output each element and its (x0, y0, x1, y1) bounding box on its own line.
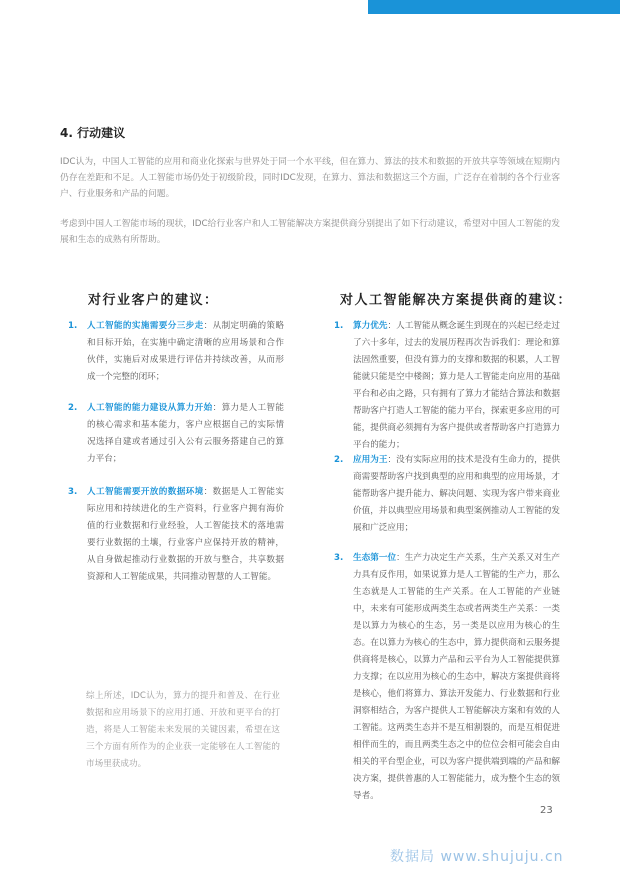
right-item-3-number: 3. (334, 553, 344, 563)
left-item-1-number: 1. (68, 321, 78, 331)
left-item-3-highlight: 人工智能需要开放的数据环境 (87, 487, 204, 497)
right-item-1-text: ：人工智能从概念诞生到现在的兴起已经走过了六十多年，过去的发展历程再次告诉我们：理论和算法固然重要，但没有算力的支撑和数据的积累，人工智能就只能是空中楼阁；算力是人工智能走向应用的基础平台和必由之路，只有拥有了算力才能结合算法和数据帮助客户打造人工智能的能力平台，探索更多应用的可能，提供商必须拥有为客户提供或者帮助客户打造算力平台的能力； (353, 321, 560, 450)
right-item-3-text: ：生产力决定生产关系，生产关系又对生产力具有反作用，如果说算力是人工智能的生产力，那么生态就是人工智能的生产关系。在人工智能的产业链中，未来有可能形成两类生态或者两类生产关系：一类是以算力为核心的生态，另一类是以应用为核心的生态。在以算力为核心的生态中，算力提供商和云服务提供商将是核心，以算力产品和云平台为人工智能提供算力支撑；在以应用为核心的生态中，解决方案提供商将是核心，他们将算力、算法开发能力、行业数据和行业洞察相结合，为客户提供人工智能解决方案和有效的人工智能。这两类生态并不是互相割裂的，而是互相促进相伴而生的，而且两类生态之中的位位会相可能会自由相关的平台型企业，可以为客户提供端到端的产品和解决方案，提供普惠的人工智能能力，成为整个生态的领导者。 (353, 553, 560, 801)
intro-paragraph-1: IDC认为，中国人工智能的应用和商业化探索与世界处于同一个水平线，但在算力、算法的技术和数据的开放共享等领域在短期内仍存在差距和不足。人工智能市场仍处于初级阶段，同时IDC发现，在算力、算法和数据这三个方面，广泛存在着制约各个行业客户、行业服务和产品的问题。 (60, 157, 560, 199)
left-item-2-number: 2. (68, 403, 78, 413)
watermark: 数据局 www.shujuju.cn (390, 849, 564, 865)
left-item-2-highlight: 人工智能的能力建设从算力开始 (87, 403, 213, 413)
left-item-3-number: 3. (68, 487, 78, 497)
right-item-2-number: 2. (334, 455, 344, 465)
left-item-1 (68, 318, 284, 386)
left-item-2 (68, 400, 284, 468)
right-item-2-text: ：没有实际应用的技术是没有生命力的，提供商需要帮助客户找到典型的应用和典型的应用场景，才能帮助客户提升能力、解决问题、实现为客户带来商业价值，并以典型应用场景和典型案例推动人工智能的发展和广泛应用； (353, 455, 560, 533)
left-item-1-highlight: 人工智能的实施需要分三步走 (87, 321, 204, 331)
right-item-2-highlight: 应用为王 (353, 455, 388, 465)
left-item-2-text: ：算力是人工智能的核心需求和基本能力，客户应根据自己的实际情况选择自建或者通过引入公有云服务搭建自己的算力平台； (87, 403, 284, 464)
summary-paragraph: 综上所述，IDC认为，算力的提升和普及、在行业数据和应用场景下的应用打通、开放和更平台的打造，将是人工智能未来发展的关键因素，希望在这三个方面有所作为的企业获一定能够在人工智能的市场里获成功。 (86, 691, 280, 769)
right-item-1 (334, 318, 560, 454)
right-column-title: 对人工智能解决方案提供商的建议： (340, 293, 573, 308)
right-item-3-highlight: 生态第一位 (353, 553, 397, 563)
left-item-3 (68, 484, 284, 586)
left-item-1-text: ：从制定明确的策略和目标开始，在实施中确定清晰的应用场景和合作伙伴，实施后对成果进行评估并持续改善，从而形成一个完整的闭环； (87, 321, 284, 382)
intro-paragraph-2: 考虑到中国人工智能市场的现状，IDC给行业客户和人工智能解决方案提供商分别提出了如下行动建议，希望对中国人工智能的发展和生态的成熟有所帮助。 (60, 219, 560, 245)
section-title: 4. 行动建议 (60, 126, 126, 140)
left-item-3-text: ：数据是人工智能实际应用和持续进化的生产资料，行业客户拥有海价值的行业数据和行业经验，人工智能技术的落地需要行业数据的土壤，行业客户应保持开放的精神，从自身做起推动行业数据的开放与整合，共享数据资源和人工智能成果，共同推动智慧的人工智能。 (87, 487, 284, 582)
right-item-1-number: 1. (334, 321, 344, 331)
left-column-title: 对行业客户的建议： (88, 293, 219, 308)
page-number: 23 (540, 805, 553, 816)
top-accent-bar (368, 0, 620, 14)
right-item-2 (334, 452, 560, 537)
right-item-3 (334, 550, 560, 805)
right-item-1-highlight: 算力优先 (353, 321, 388, 331)
